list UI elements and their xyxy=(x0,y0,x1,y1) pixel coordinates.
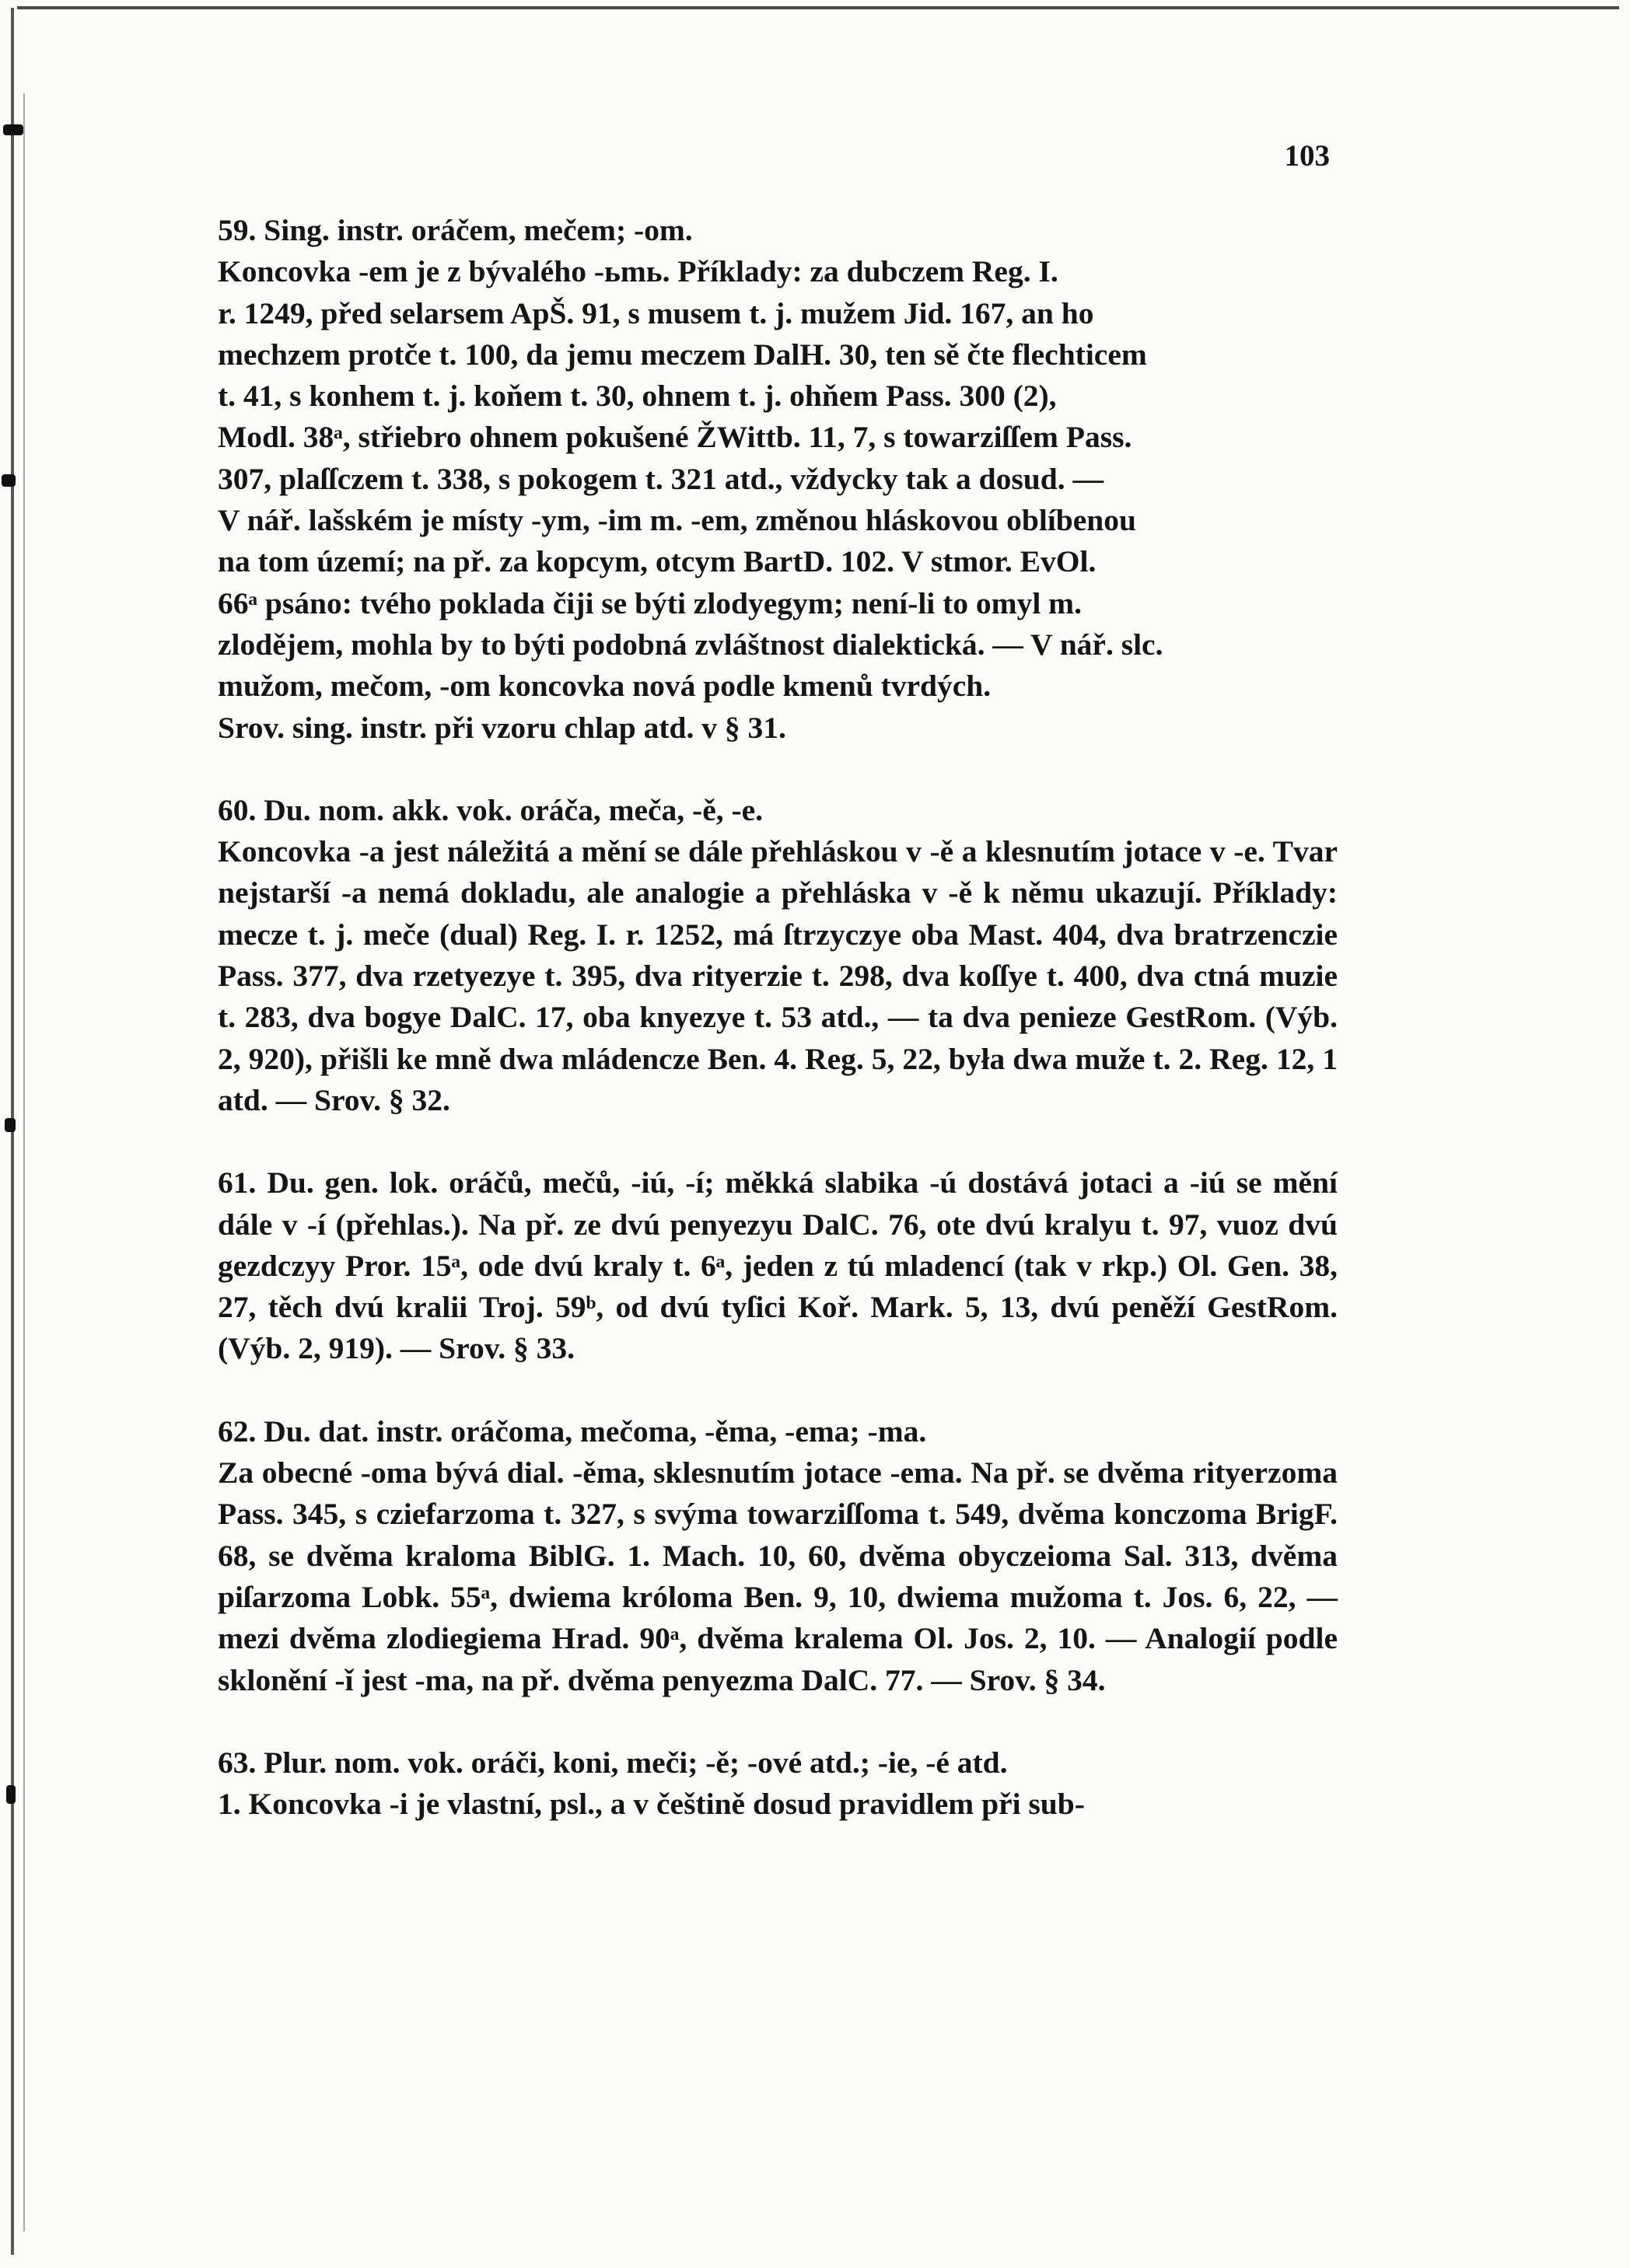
text-line: mužom, mečom, -om koncovka nová podle kmenů tvrdých. xyxy=(218,669,992,704)
text-line: Modl. 38ᵃ, střiebro ohnem pokušené ŽWittb. 11, 7, s towarziſſem Pass. xyxy=(218,420,1132,455)
text-line: 66ᵃ psáno: tvého poklada čiji se býti zlodyegym; není-li to omyl m. xyxy=(218,585,1082,620)
text-line: Koncovka -em je z bývalého -ьmь. Příklady: za dubczem Reg. I. xyxy=(218,254,1058,289)
page-number: 103 xyxy=(1284,139,1330,173)
section-61-text: 61. Du. gen. lok. oráčů, mečů, -iú, -í; měkká slabika -ú dostává jotaci a -iú se mění dále v -í (přehlas.). Na př. ze dvú penyezyu DalC. 76, ote dvú kralyu t. 97, vuoz dvú gezdczyy Pror. 15ᵃ, ode dvú kraly t. 6ᵃ, jeden z tú mladencí (tak v rkp.) Ol. Gen. 38, 27, těch dvú kralii Troj. 59ᵇ, od dvú tyſici Koř. Mark. 5, 13, dvú peněží GestRom. (Výb. 2, 919). — Srov. § 33. xyxy=(218,1165,1338,1366)
scan-left-shadow xyxy=(23,93,25,2231)
scan-top-border xyxy=(17,6,1619,9)
section-62-text: Za obecné -oma bývá dial. -ěma, sklesnutím jotace -ema. Na př. se dvěma rityerzoma Pass. 345, s cziefarzoma t. 327, s svýma towarziſſoma t. 549, dvěma konczoma BrigF. 68, se dvěma kraloma BiblG. 1. Mach. 10, 60, dvěma obyczeioma Sal. 313, dvěma piſarzoma Lobk. 55ᵃ, dwiema króloma Ben. 9, 10, dwiema mužoma t. Jos. 6, 22, — mezi dvěma zlodiegiema Hrad. 90ᵃ, dvěma kralema Ol. Jos. 2, 10. — Analogií podle sklonění -ǐ jest -ma, na př. dvěma penyezma DalC. 77. — Srov. § 34. xyxy=(218,1456,1338,1697)
section-59-heading: 59. Sing. instr. oráčem, mečem; -om. xyxy=(218,213,693,247)
text-line: V nář. lašském je místy -ym, -im m. -em, změnou hláskovou oblíbenou xyxy=(218,503,1136,538)
section-63-heading: 63. Plur. nom. vok. oráči, koni, meči; -ě; -ové atd.; -ie, -é atd. xyxy=(218,1745,1008,1780)
text-line: na tom území; na př. za kopcym, otcym BartD. 102. V stmor. EvOl. xyxy=(218,544,1097,579)
margin-mark xyxy=(5,1118,16,1132)
margin-mark xyxy=(3,124,23,135)
text-line: zlodějem, mohla by to býti podobná zvláštnost dialektická. — V nář. slc. xyxy=(218,627,1163,662)
section-60-text: Koncovka -a jest náležitá a mění se dále přehláskou v -ě a klesnutím jotace v -e. Tvar nejstarší -a nemá dokladu, ale analogie a přehláska v -ě k němu ukazují. Příklady: mecze t. j. meče (dual) Reg. I. r. 1252, má ſtrzyczye oba Mast. 404, dva bratrzenczie Pass. 377, dva rzetyezye t. 395, dva rityerzie t. 298, dva koſſye t. 400, dva ctná muzie t. 283, dva bogye DalC. 17, oba knyezye t. 53 atd., — ta dva penieze GestRom. (Výb. 2, 920), přišli ke mně dwa mládencze Ben. 4. Reg. 5, 22, była dwa muže t. 2. Reg. 12, 1 atd. — Srov. § 32. xyxy=(218,834,1338,1117)
page-body xyxy=(218,210,1338,1825)
text-line: 307, plaſſczem t. 338, s pokogem t. 321 atd., vždycky tak a dosud. — xyxy=(218,461,1104,496)
text-line: Srov. sing. instr. při vzoru chlap atd. v § 31. xyxy=(218,710,786,745)
section-60-heading: 60. Du. nom. akk. vok. oráča, meča, -ě, -e. xyxy=(218,792,764,827)
section-63-text: 1. Koncovka -i je vlastní, psl., a v češtině dosud pravidlem při sub- xyxy=(218,1787,1085,1822)
text-line: r. 1249, před selarsem ApŠ. 91, s musem t. j. mužem Jid. 167, an ho xyxy=(218,295,1094,330)
section-62-heading: 62. Du. dat. instr. oráčoma, mečoma, -ěma, -ema; -ma. xyxy=(218,1414,927,1449)
text-line: t. 41, s konhem t. j. koňem t. 30, ohnem t. j. ohňem Pass. 300 (2), xyxy=(218,379,1057,414)
margin-mark xyxy=(6,1785,16,1804)
margin-mark xyxy=(2,474,16,487)
text-line: mechzem protče t. 100, da jemu meczem DalH. 30, ten sě čte flechticem xyxy=(218,337,1147,372)
